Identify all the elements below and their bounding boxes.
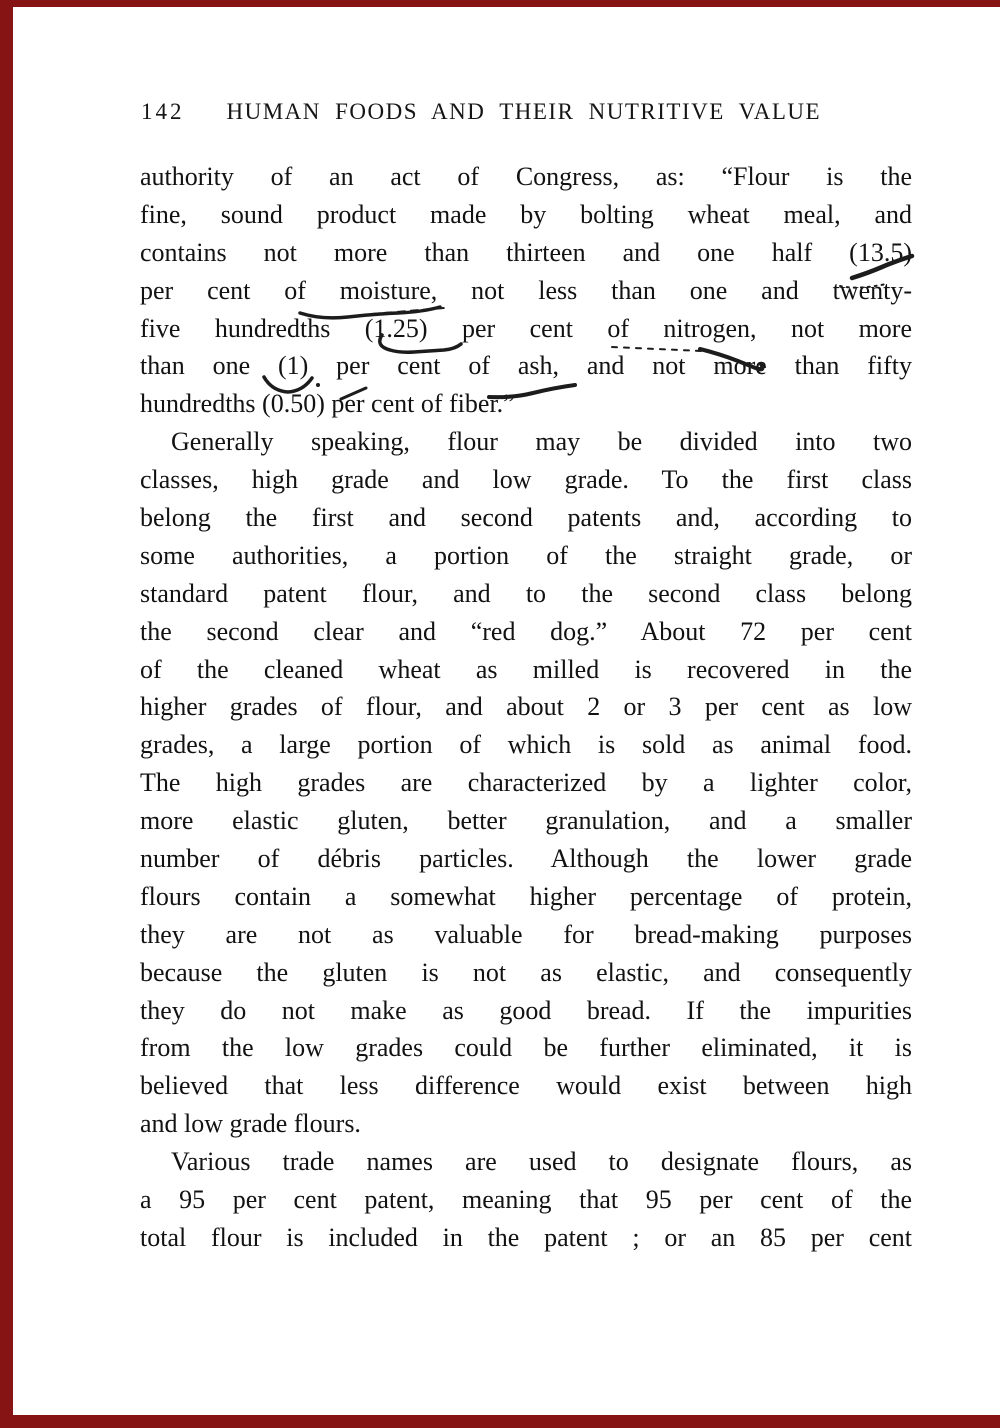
paragraph xyxy=(140,1143,912,1257)
running-header xyxy=(141,99,821,125)
text-line: higher grades of flour, and about 2 or 3 per cent as low xyxy=(140,692,912,722)
text-line: flours contain a somewhat higher percentage of protein, xyxy=(140,881,912,911)
text-line: The high grades are characterized by a lighter color, xyxy=(140,768,912,798)
text-line: Various trade names are used to designate flours, as xyxy=(171,1147,912,1177)
text-line: the second clear and “red dog.” About 72 per cent xyxy=(140,616,912,646)
text-line: number of débris particles. Although the lower grade xyxy=(140,844,912,874)
text-line: total flour is included in the patent ; or an 85 per cent xyxy=(140,1222,912,1252)
text-line: contains not more than thirteen and one half (13.5) xyxy=(140,237,912,267)
text-line: a 95 per cent patent, meaning that 95 per cent of the xyxy=(140,1185,912,1215)
text-line: fine, sound product made by bolting wheat meal, and xyxy=(140,199,912,229)
scan-edge-bottom xyxy=(0,1415,1000,1428)
text-line: from the low grades could be further eliminated, it is xyxy=(140,1033,912,1063)
running-title: HUMAN FOODS AND THEIR NUTRITIVE VALUE xyxy=(226,99,822,124)
text-line: they are not as valuable for bread-making purposes xyxy=(140,919,912,949)
text-line: believed that less difference would exist between high xyxy=(140,1071,912,1101)
text-line: some authorities, a portion of the straight grade, or xyxy=(140,540,912,570)
scan-edge-top xyxy=(0,0,1000,7)
text-line: per cent of moisture, not less than one and twenty- xyxy=(140,275,912,305)
text-line: of the cleaned wheat as milled is recovered in the xyxy=(140,654,912,684)
text-line: authority of an act of Congress, as: “Flour is the xyxy=(140,162,912,191)
text-line: belong the first and second patents and, according to xyxy=(140,503,912,533)
text-line: they do not make as good bread. If the impurities xyxy=(140,995,912,1025)
paragraph xyxy=(140,158,912,423)
text-line: grades, a large portion of which is sold as animal food. xyxy=(140,730,912,760)
scan-edge-left xyxy=(0,0,13,1428)
text-line: than one (1) per cent of ash, and not more than fifty xyxy=(140,351,912,381)
page-number: 142 xyxy=(141,99,185,124)
text-line: classes, high grade and low grade. To the first class xyxy=(140,465,912,495)
text-line: five hundredths (1.25) per cent of nitrogen, not more xyxy=(140,313,912,343)
text-line: and low grade flours. xyxy=(140,1109,361,1139)
text-line: standard patent flour, and to the second class belong xyxy=(140,578,912,608)
text-line: hundredths (0.50) per cent of fiber.” xyxy=(140,389,515,419)
text-block xyxy=(140,158,912,1257)
text-line: more elastic gluten, better granulation, and a smaller xyxy=(140,806,912,836)
paragraph xyxy=(140,423,912,1143)
text-line: Generally speaking, flour may be divided into two xyxy=(171,427,912,457)
text-line: because the gluten is not as elastic, and consequently xyxy=(140,957,912,987)
